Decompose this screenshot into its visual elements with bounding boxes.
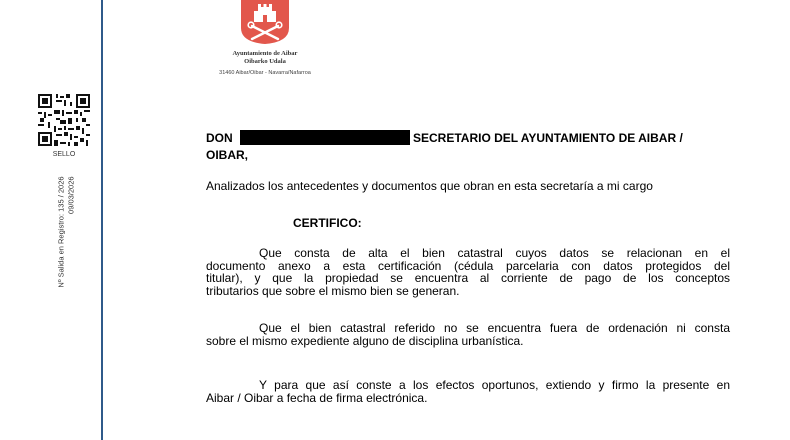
intro-text: Analizados los antecedentes y documentos que obran en esta secretaría a mi cargo [206,179,653,193]
paragraph-2-line: Que el bien catastral referido no se encuentra fuera de ordenación ni consta [259,321,730,335]
certifico-heading: CERTIFICO: [293,216,362,230]
margin-rule [101,0,103,440]
paragraph-1-line: tributarios que sobre el mismo bien se generan. [206,283,460,298]
paragraph-2-line: sobre el mismo expediente alguno de disciplina urbanística. [206,333,524,348]
paragraph-3-line: Y para que así conste a los efectos oportunos, extiendo y firmo la presente en [259,378,730,392]
redacted-name [240,130,410,145]
paragraph-2 [206,322,730,347]
title-don: DON [206,131,233,145]
paragraph-1-line: titular), y que la propiedad se encuentra al corriente de pago de los conceptos [206,271,730,285]
org-name-spanish: Ayuntamiento de Aibar [232,50,298,57]
org-name-basque: Oibarko Udala [244,58,286,65]
paragraph-3-line: Aibar / Oibar a fecha de firma electrónica. [206,390,428,405]
registry-number: Nº Salida en Registro: 135 / 2026 [56,176,66,288]
paragraph-1-line: Que consta de alta el bien catastral cuyos datos se relacionan en el [259,246,730,260]
paragraph-1-line: documento anexo a esta certificación (cédula parcelaria con datos protegidos del [206,258,730,273]
title-oibar: OIBAR, [206,148,248,162]
org-address: 31460 Aibar/Oibar - Navarra/Nafarroa [219,70,311,76]
paragraph-3 [206,379,730,404]
registry-stamp [57,176,76,287]
seal-label: SELLO [52,151,76,158]
title-position: SECRETARIO DEL AYUNTAMIENTO DE AIBAR / [413,131,683,145]
qr-code-icon [38,94,90,146]
registry-date: 09/03/2026 [66,176,75,214]
paragraph-1 [206,247,730,297]
municipal-crest-icon [238,0,292,44]
